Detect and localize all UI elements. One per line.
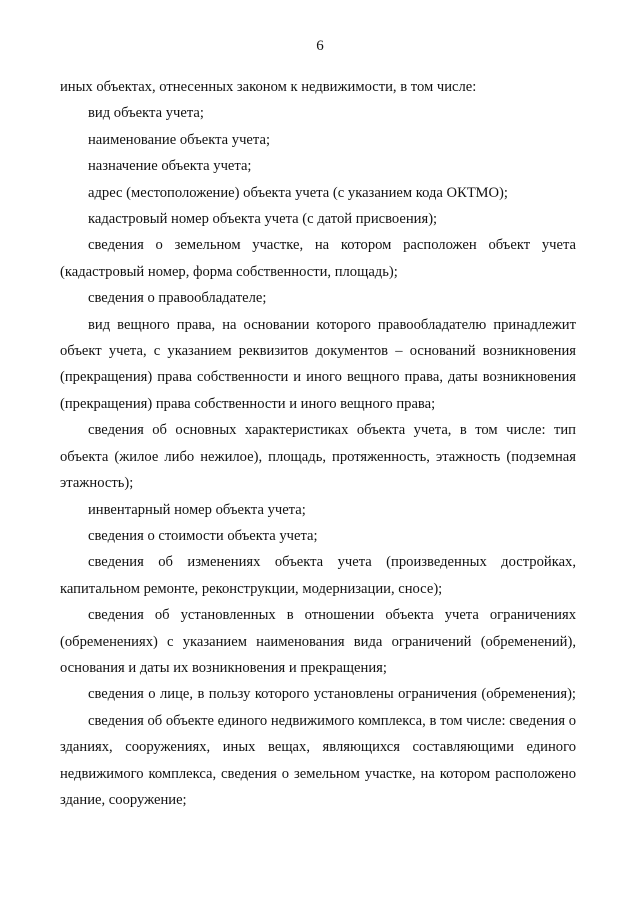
list-item-cost: сведения о стоимости объекта учета; — [88, 527, 318, 544]
list-item-object-address: адрес (местоположение) объекта учета (с указанием кода ОКТМО); — [88, 184, 508, 201]
page-number: 6 — [316, 38, 324, 54]
list-item-changes: сведения об изменениях объекта учета (произведенных достройках, капитальном ремонте, реконструкции, модернизации, сносе); — [60, 554, 576, 597]
list-item-land-plot: сведения о земельном участке, на котором расположен объект учета (кадастровый номер, форма собственности, площадь); — [60, 237, 576, 280]
list-item-object-purpose: назначение объекта учета; — [88, 158, 252, 175]
list-item-main-characteristics: сведения об основных характеристиках объекта учета, в том числе: тип объекта (жилое либо нежилое), площадь, протяженность, этажность (подземная этажность); — [60, 422, 576, 492]
list-item-object-type: вид объекта учета; — [88, 105, 204, 122]
list-item-property-right: вид вещного права, на основании которого правообладателю принадлежит объект учета, с указанием реквизитов документов – оснований возникновения (прекращения) права собственности и иного вещного права, даты возникновения (прекращения) права собственности и иного вещного права; — [60, 316, 576, 412]
list-item-encumbrances: сведения об установленных в отношении объекта учета ограничениях (обременениях) с указанием наименования вида ограничений (обременений), основания и даты их возникновения и прекращения; — [60, 607, 576, 676]
list-item-unified-complex: сведения об объекте единого недвижимого комплекса, в том числе: сведения о зданиях, сооружениях, иных вещах, являющихся составляющими единого недвижимого комплекса, сведения о земельном участке, на котором расположено здание, сооружение; — [60, 712, 576, 808]
list-item-beneficiary: сведения о лице, в пользу которого установлены ограничения (обременения); — [88, 686, 576, 703]
list-item-inventory-number: инвентарный номер объекта учета; — [88, 501, 306, 518]
list-item-object-name: наименование объекта учета; — [88, 131, 271, 148]
list-item-rights-holder: сведения о правообладателе; — [88, 290, 267, 307]
list-item-cadastral-number: кадастровый номер объекта учета (с датой присвоения); — [88, 211, 438, 228]
document-body — [60, 74, 576, 813]
paragraph-continuation: иных объектах, отнесенных законом к недвижимости, в том числе: — [60, 79, 477, 95]
